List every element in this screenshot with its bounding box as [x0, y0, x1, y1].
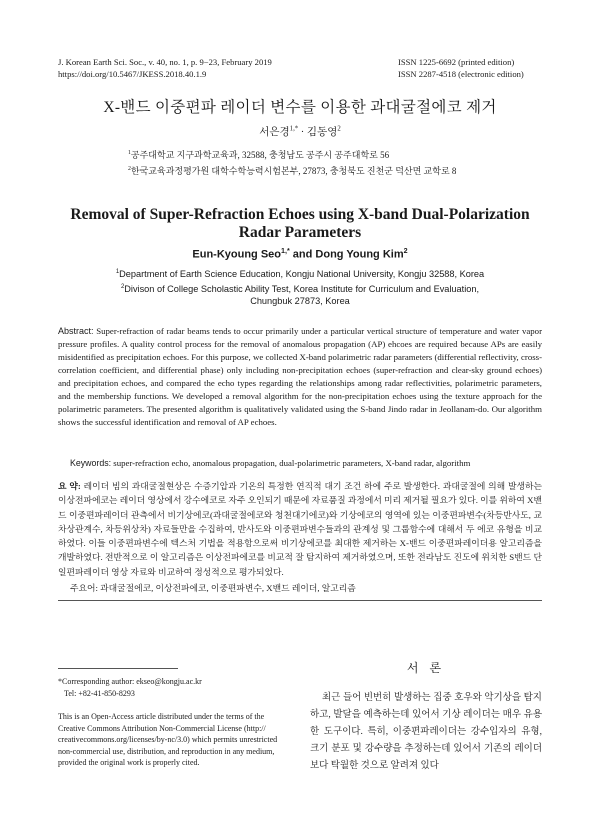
english-author-2: Dong Young Kim [315, 248, 404, 261]
aff-sup: 2 [120, 283, 125, 290]
english-affiliation-2 [0, 281, 600, 296]
korean-abstract-text: 레이더 빔의 과대굴절현상은 수증기압과 기온의 특정한 연직적 대기 조건 하에 주로 발생한다. 과대굴절에 의해 발생하는 이상전파에코는 레이더 영상에서 강수에코로 자주 오인되기 때문에 자료품질 과정에서 미리 제거될 필요가 있다. 이를 위하여 X밴드 이중편파레이더 관측에서 비기상에코(과대굴절에코와 청천대기에코)와 기상에코의 영역에 있는 이중편파변수(차등반사도, 교차상관계수, 차등위상차) 자료들만을 수집하여, 반사도와 이중편파변수들과의 관계성 및 그룹함수에 대해서 두 에코 유형을 비교하였다. 이들 이중편파변수에 텍스처 기법을 적용함으로써 비기상에코를 최대한 제거하는 X-밴드 이중편파레이더용 알고리즘을 개발하였다. 전반적으로 이 알고리즘은 이상전파에코를 비교적 잘 탐지하여 제거하였으며, 또한 전라남도 진도에 위치한 S밴드 단일편파레이더 영상 자료와 비교하여 정성적으로 평가되었다. [58, 481, 543, 577]
korean-keywords-label: 주요어: [70, 583, 98, 593]
korean-abstract-label: 요 약: [58, 481, 81, 491]
english-affiliation-2-cont: Chungbuk 27873, Korea [250, 296, 350, 307]
aff-sup: 1 [115, 269, 120, 275]
corresponding-author: *Corresponding author: ekseo@kongju.ac.kr [58, 677, 202, 686]
korean-keywords [70, 581, 356, 594]
section-divider [58, 600, 542, 601]
korean-affiliation-2 [128, 162, 456, 178]
telephone: Tel: +82-41-850-8293 [64, 688, 135, 698]
issn-print: ISSN 1225-6692 (printed edition) [398, 57, 515, 67]
license-line: Creative Commons Attribution Non-Commercial License (http:// [58, 723, 266, 733]
english-authors [0, 247, 600, 261]
journal-header-left [58, 56, 272, 80]
license-line: provided the original work is properly cited. [58, 758, 200, 768]
journal-header-right [398, 56, 524, 80]
keywords-text: super-refraction echo, anomalous propagation, dual-polarimetric parameters, X-band radar, algorithm [111, 458, 471, 468]
aff-sup: 2 [128, 166, 131, 172]
english-author-1: Eun-Kyoung Seo [192, 248, 281, 261]
footnote [58, 676, 280, 699]
introduction-heading: 서 론 [406, 661, 446, 675]
aff-text: Divison of College Scholastic Ability Test, Korea Institute for Curriculum and Evaluation, [124, 283, 480, 294]
korean-affiliation-1 [128, 146, 456, 162]
korean-abstract [58, 479, 542, 579]
journal-citation: J. Korean Earth Sci. Soc., v. 40, no. 1, p. 9−23, February 2019 [58, 57, 272, 67]
korean-author-2-sup: 2 [337, 125, 341, 133]
english-title-line-2: Radar Parameters [238, 224, 362, 241]
korean-title: X-밴드 이중편파 레이더 변수를 이용한 과대굴절에코 제거 [103, 99, 497, 116]
korean-author-2: 김동영 [306, 127, 338, 138]
english-author-1-sup: 1,* [281, 247, 290, 255]
keywords [70, 458, 470, 468]
english-affiliation-1 [0, 266, 600, 281]
author-separator: · [298, 127, 307, 138]
license-notice [58, 711, 280, 769]
license-line: non-commercial use, distribution, and reproduction in any medium, [58, 746, 275, 756]
aff-sup: 1 [128, 150, 131, 156]
korean-authors [0, 124, 600, 139]
introduction-text: 최근 들어 빈번히 발생하는 집중 호우와 악기상을 탐지하고, 발달을 예측하는데 있어서 기상 레이더는 매우 유용한 도구이다. 특히, 이중편파레이더는 강수입자의 유형, 크기 분포 및 강수량을 추정하는데 있어서 기존의 레이더보다 탁월한 것으로 알려져 있다 [310, 693, 542, 771]
issn-electronic: ISSN 2287-4518 (electronic edition) [398, 69, 524, 79]
english-author-2-sup: 2 [403, 247, 408, 255]
keywords-label: Keywords: [70, 458, 112, 468]
english-affiliations [0, 266, 600, 308]
abstract-label: Abstract: [58, 326, 94, 336]
korean-keywords-text: 과대굴절에코, 이상전파에코, 이중편파변수, X밴드 레이더, 알고리즘 [97, 583, 356, 593]
korean-affiliations [128, 146, 456, 178]
footnote-rule [58, 668, 178, 669]
aff-text: 공주대학교 지구과학교육과, 32588, 충청남도 공주시 공주대학로 56 [130, 150, 390, 160]
english-title-line-1: Removal of Super-Refraction Echoes using X-band Dual-Polarization [70, 206, 530, 223]
author-and: and [289, 248, 316, 261]
aff-text: Department of Earth Science Education, Kongju National University, Kongju 32588, Korea [119, 269, 485, 280]
license-line: creativecommons.org/licenses/by-nc/3.0) which permits unrestricted [58, 735, 278, 745]
doi-link[interactable]: https://doi.org/10.5467/JKESS.2018.40.1.9 [58, 69, 207, 79]
english-title [0, 206, 600, 242]
abstract-text: Super-refraction of radar beams tends to occur primarily under a particular vertical structure of temperature and water vapor pressure profiles. A quality control process for the removal of anomalous propagation (AP) ehcoes are required because APs are easily misidentified as precipitation echoes. For this purpose, we collected X-band polarimetric radar parameters (differential reflectivity, cross-correlation coefficient, and differential phase) only including non-precipitation echoes (super-refraction and clear-sky ground echoes) and precipitation echoes, and compared the echo types regarding the relationships among radar reflectivities, polarimetric parameters, and the membership functions. We developed a removal algorithm for the non-precipitation echoes using the texture approach for the polarimetric parameters. The presented algorithm is qualitatively validated using the S-band Jindo radar in Jeollanam-do. Our algorithm shows the successful identification and removal of AP echoes. [58, 326, 542, 427]
license-line: This is an Open-Access article distributed under the terms of the [58, 712, 265, 721]
korean-author-1: 서은경 [259, 127, 290, 138]
abstract [58, 325, 542, 429]
korean-author-1-sup: 1,* [289, 125, 299, 133]
aff-text: 한국교육과정평가원 대학수학능력시험본부, 27873, 충청북도 진천군 덕산면 교학로 8 [130, 166, 457, 176]
